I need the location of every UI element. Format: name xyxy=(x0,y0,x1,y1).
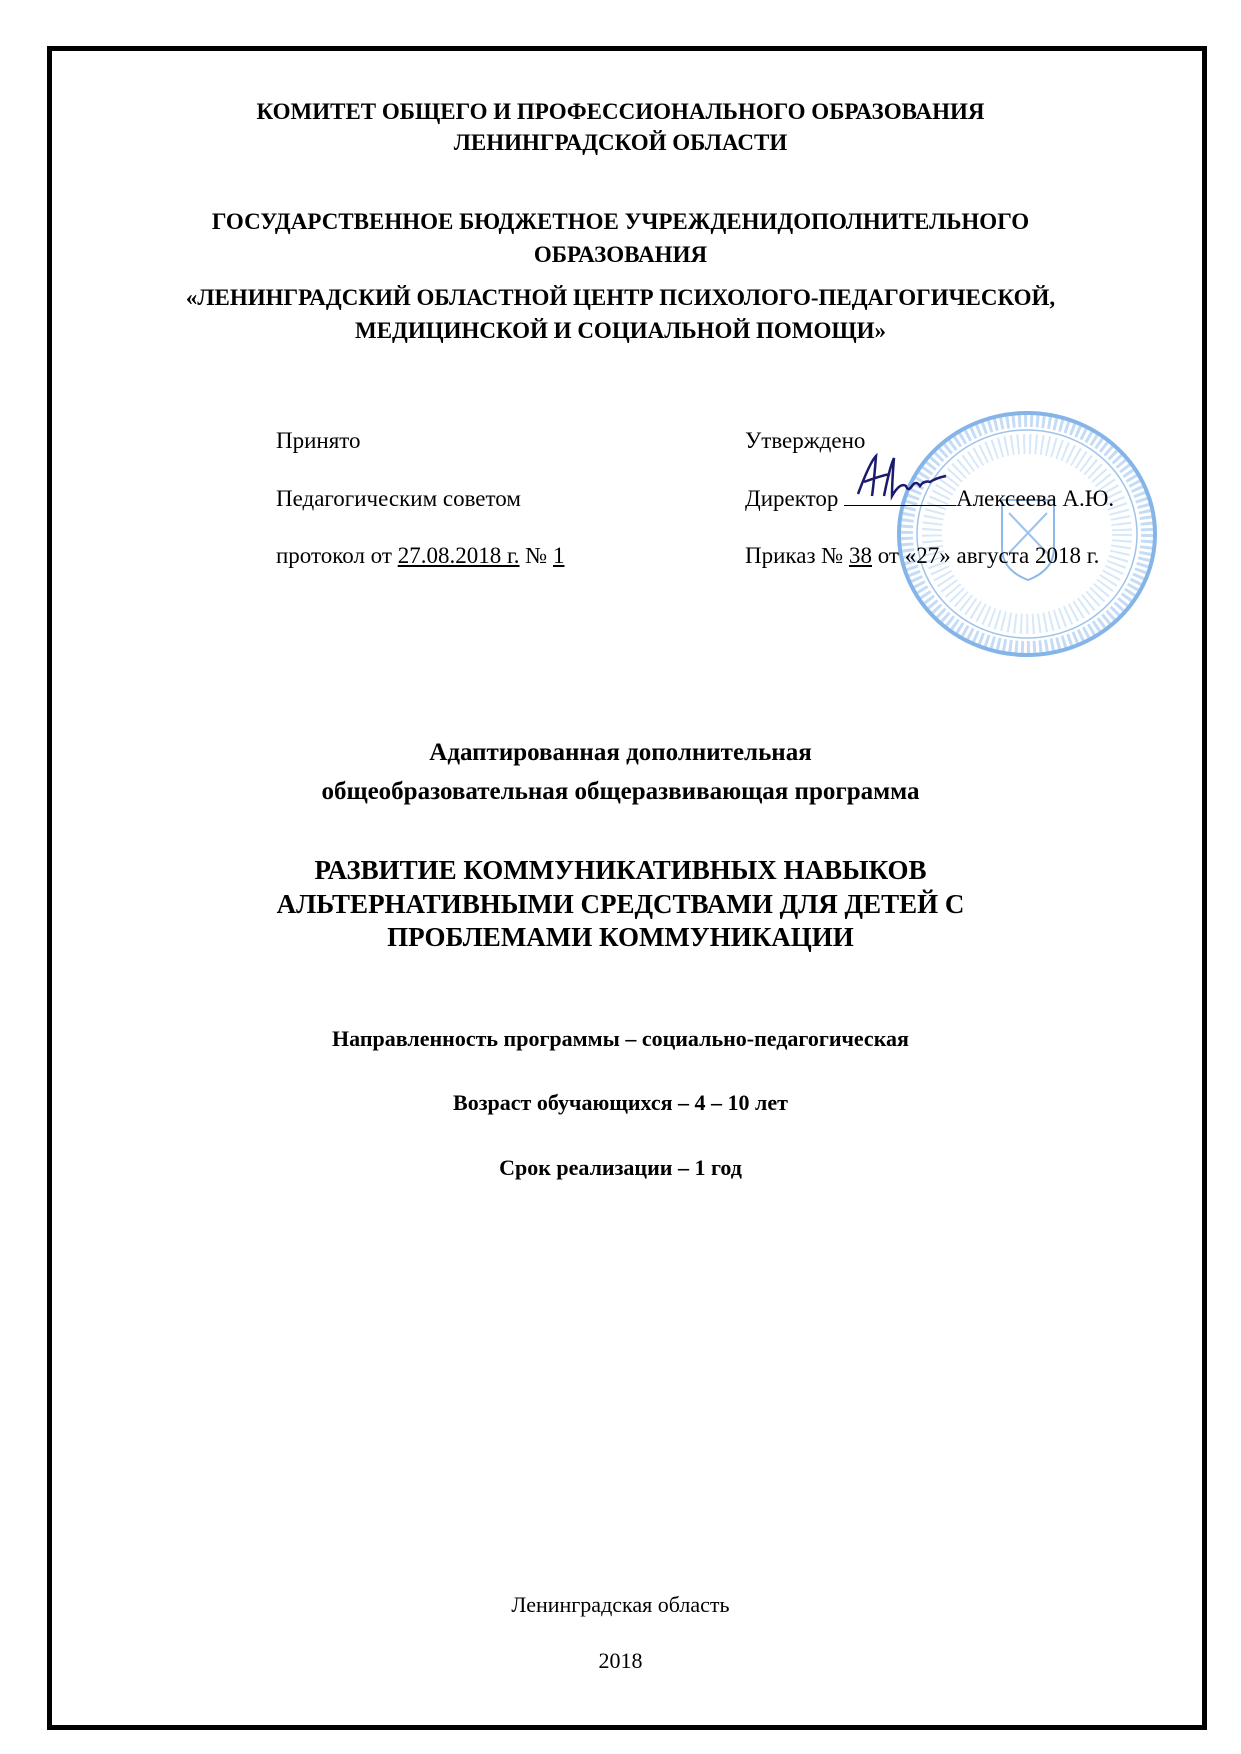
protocol-prefix: протокол от xyxy=(276,543,392,568)
order-line xyxy=(745,543,1099,569)
number-sign: № xyxy=(525,543,548,568)
director-label: Директор xyxy=(745,486,839,511)
council-label: Педагогическим советом xyxy=(276,486,521,511)
institution-line-2: ОБРАЗОВАНИЯ xyxy=(533,242,708,267)
program-title-line-2: АЛЬТЕРНАТИВНЫМИ СРЕДСТВАМИ ДЛЯ ДЕТЕЙ С xyxy=(276,889,965,919)
protocol-number: 1 xyxy=(552,543,565,568)
protocol-line xyxy=(276,543,564,569)
protocol-date: 27.08.2018 г. xyxy=(397,543,520,568)
institution-line-3: «ЛЕНИНГРАДСКИЙ ОБЛАСТНОЙ ЦЕНТР ПСИХОЛОГО-ПЕДАГОГИЧЕСКОЙ, xyxy=(185,285,1056,310)
committee-line-2: ЛЕНИНГРАДСКОЙ ОБЛАСТИ xyxy=(453,130,788,155)
program-type-line-2: общеобразовательная общеразвивающая программа xyxy=(321,778,920,805)
director-name: Алексеева А.Ю. xyxy=(956,486,1115,511)
program-type-line-1: Адаптированная дополнительная xyxy=(429,739,812,766)
footer-year: 2018 xyxy=(598,1648,643,1673)
student-age: Возраст обучающихся – 4 – 10 лет xyxy=(453,1090,788,1115)
director-signature xyxy=(850,452,960,502)
approved-label: Утверждено xyxy=(745,428,866,453)
official-stamp xyxy=(894,408,1160,660)
accepted-label: Принято xyxy=(276,428,361,453)
program-duration: Срок реализации – 1 год xyxy=(499,1155,742,1180)
institution-line-4: МЕДИЦИНСКОЙ И СОЦИАЛЬНОЙ ПОМОЩИ» xyxy=(355,318,886,343)
program-title-line-3: ПРОБЛЕМАМИ КОММУНИКАЦИИ xyxy=(387,922,854,952)
institution-line-1: ГОСУДАРСТВЕННОЕ БЮДЖЕТНОЕ УЧРЕЖДЕНИДОПОЛНИТЕЛЬНОГО xyxy=(211,209,1030,234)
order-date: от «27» августа 2018 г. xyxy=(877,543,1100,568)
order-prefix: Приказ № xyxy=(745,543,844,568)
program-title-line-1: РАЗВИТИЕ КОММУНИКАТИВНЫХ НАВЫКОВ xyxy=(314,855,927,885)
order-number: 38 xyxy=(848,543,872,568)
committee-line-1: КОМИТЕТ ОБЩЕГО И ПРОФЕССИОНАЛЬНОГО ОБРАЗОВАНИЯ xyxy=(256,99,985,124)
program-orientation: Направленность программы – социально-педагогическая xyxy=(332,1026,909,1051)
footer-place: Ленинградская область xyxy=(511,1592,730,1617)
